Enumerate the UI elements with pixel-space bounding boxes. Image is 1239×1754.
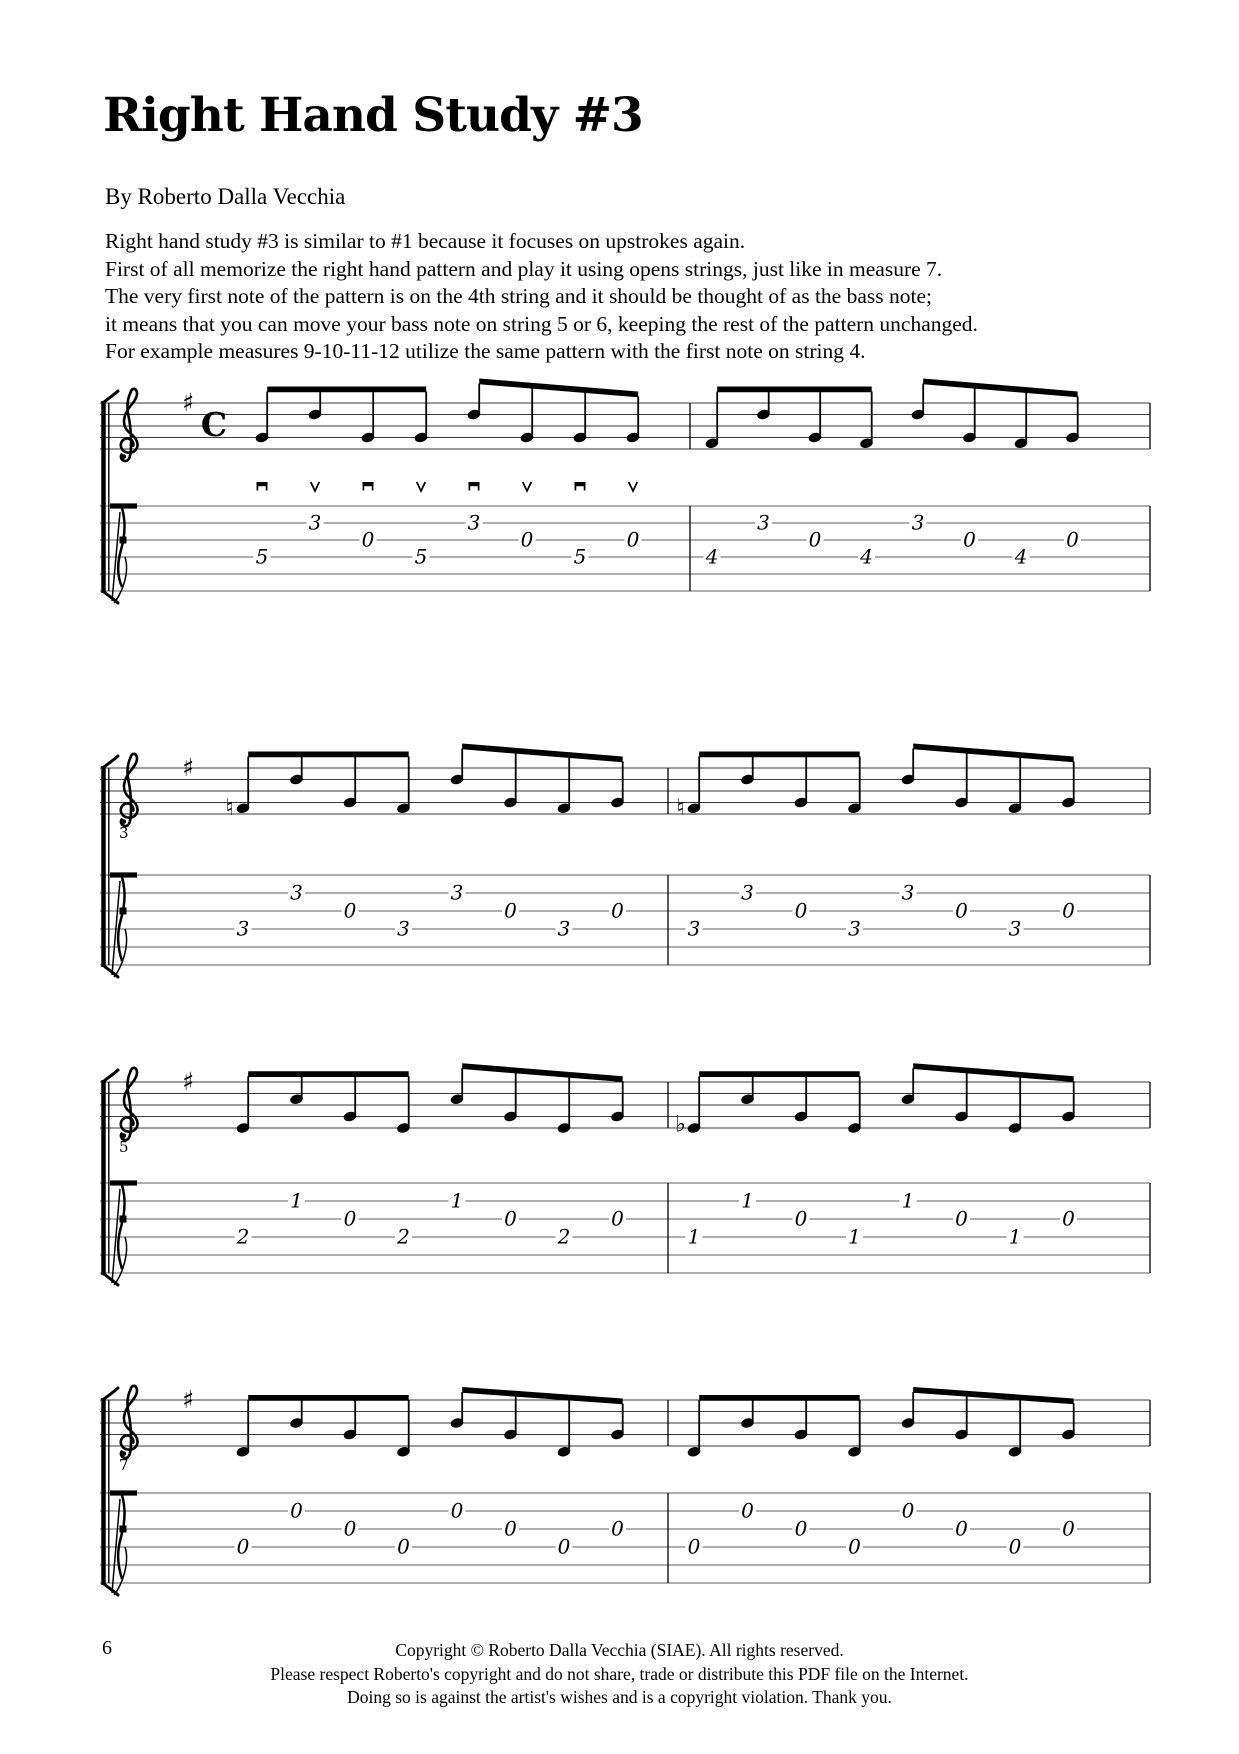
tab-fret-number: 0: [1062, 1516, 1075, 1541]
tab-fret-number: 0: [450, 1498, 464, 1523]
tab-fret-number: 0: [955, 1206, 968, 1231]
tab-fret-number: 0: [1008, 1534, 1022, 1559]
downstroke-icon: [575, 482, 586, 491]
eighth-note-beam: [913, 744, 1073, 763]
system-bracket-icon: [104, 1070, 119, 1285]
tab-fret-number: 2: [236, 1224, 250, 1249]
tab-fret-number: 1: [901, 1188, 915, 1213]
eighth-note-beam: [267, 387, 426, 393]
tab-fret-number: 1: [290, 1188, 303, 1213]
tab-fret-number: 0: [611, 1206, 624, 1231]
tab-fret-number: 3: [687, 916, 701, 941]
tab-fret-number: 0: [955, 898, 968, 923]
tab-fret-number: 0: [1062, 1206, 1075, 1231]
tab-fret-number: 0: [520, 527, 534, 552]
tab-fret-number: 0: [361, 527, 375, 552]
tab-fret-number: 0: [794, 1206, 808, 1231]
treble-clef-icon: [121, 1068, 138, 1140]
eighth-note-beam: [248, 752, 409, 758]
tab-fret-number: 0: [504, 1206, 517, 1231]
measure-number: 3: [119, 824, 129, 842]
eighth-note-beam: [913, 1063, 1073, 1082]
tab-fret-number: 0: [741, 1498, 754, 1523]
tab-fret-number: 3: [901, 880, 915, 905]
downstroke-icon: [257, 482, 268, 491]
upstroke-icon: [523, 482, 532, 491]
tab-fret-number: 1: [741, 1188, 754, 1213]
tab-clef-icon: [110, 1490, 137, 1595]
tab-fret-number: 0: [290, 1498, 303, 1523]
page-number: 6: [102, 1637, 112, 1659]
eighth-note-beam: [699, 1071, 860, 1077]
footer-line: Please respect Roberto's copyright and do not share, trade or distribute this PDF file on the Internet.: [270, 1663, 969, 1684]
key-signature-sharp: ♯: [181, 753, 195, 782]
byline: By Roberto Dalla Vecchia: [105, 184, 346, 209]
tab-fret-number: 0: [611, 1516, 624, 1541]
tab-fret-number: 0: [557, 1534, 571, 1559]
tab-fret-number: 0: [794, 898, 808, 923]
tab-fret-number: 0: [848, 1534, 861, 1559]
eighth-note-beam: [717, 387, 872, 393]
tab-fret-number: 3: [467, 510, 481, 535]
tab-fret-number: 0: [504, 1516, 517, 1541]
accidental-flat: ♭: [675, 1111, 686, 1138]
upstroke-icon: [311, 482, 320, 491]
footer-line: Doing so is against the artist's wishes and is a copyright violation. Thank you.: [347, 1687, 892, 1708]
treble-clef-icon: [121, 1386, 138, 1458]
tab-fret-number: 4: [705, 544, 719, 569]
tab-clef-icon: [110, 1180, 137, 1285]
tab-fret-number: 1: [450, 1188, 464, 1213]
music-system: [100, 1385, 1150, 1595]
tab-fret-number: 5: [255, 544, 269, 569]
tab-fret-number: 0: [808, 527, 822, 552]
accidental-natural: ♮: [225, 794, 234, 821]
eighth-note-beam: [462, 1387, 623, 1404]
tab-fret-number: 0: [343, 898, 357, 923]
tab-fret-number: 1: [1008, 1224, 1022, 1249]
intro-line: For example measures 9-10-11-12 utilize the same pattern with the first note on string 4.: [105, 339, 866, 364]
system-bracket-icon: [104, 756, 119, 977]
eighth-note-beam: [462, 1063, 623, 1082]
tab-fret-number: 1: [848, 1224, 861, 1249]
key-signature-sharp: ♯: [181, 1385, 195, 1414]
upstroke-icon: [629, 482, 638, 491]
tab-fret-number: 4: [860, 544, 873, 569]
music-system: [100, 1063, 1150, 1285]
key-signature-sharp: ♯: [181, 388, 195, 417]
tab-fret-number: 0: [626, 527, 640, 552]
tab-fret-number: 3: [1008, 916, 1022, 941]
tab-fret-number: 4: [1014, 544, 1028, 569]
tab-fret-number: 0: [397, 1534, 410, 1559]
measure-number: 7: [119, 1456, 129, 1474]
tab-fret-number: 3: [308, 510, 322, 535]
tab-clef-icon: [110, 872, 137, 977]
treble-clef-icon: [121, 754, 138, 826]
tab-fret-number: 3: [741, 880, 754, 905]
eighth-note-beam: [923, 379, 1077, 398]
intro-line: it means that you can move your bass note on string 5 or 6, keeping the rest of the pattern unchanged.: [105, 311, 978, 336]
key-signature-sharp: ♯: [181, 1067, 195, 1096]
tab-fret-number: 0: [236, 1534, 250, 1559]
eighth-note-beam: [699, 752, 860, 758]
time-signature-common: C: [200, 405, 228, 444]
eighth-note-beam: [248, 1071, 409, 1077]
eighth-note-beam: [248, 1395, 409, 1401]
footer-line: Copyright © Roberto Dalla Vecchia (SIAE). All rights reserved.: [395, 1640, 844, 1660]
tab-fret-number: 0: [687, 1534, 701, 1559]
eighth-note-beam: [462, 744, 623, 763]
page-title: Right Hand Study #3: [103, 88, 643, 143]
upstroke-icon: [417, 482, 426, 491]
music-system: [100, 379, 1150, 604]
tab-fret-number: 2: [557, 1224, 571, 1249]
system-bracket-icon: [104, 391, 119, 603]
tab-fret-number: 0: [611, 898, 624, 923]
tab-fret-number: 3: [911, 510, 925, 535]
tab-fret-number: 3: [290, 880, 303, 905]
intro-paragraph: [105, 228, 1135, 366]
tab-fret-number: 2: [397, 1224, 410, 1249]
tab-fret-number: 3: [848, 916, 861, 941]
measure-number: 5: [119, 1138, 129, 1156]
tab-fret-number: 0: [955, 1516, 968, 1541]
music-system: [100, 744, 1150, 978]
tab-fret-number: 3: [236, 916, 250, 941]
tab-fret-number: 3: [557, 916, 571, 941]
eighth-note-beam: [699, 1395, 860, 1401]
tab-clef-icon: [110, 503, 137, 603]
downstroke-icon: [469, 482, 480, 491]
tab-fret-number: 3: [397, 916, 410, 941]
intro-line: First of all memorize the right hand pattern and play it using opens strings, just like in measure 7.: [105, 256, 943, 281]
tab-fret-number: 0: [343, 1206, 357, 1231]
tab-fret-number: 0: [1062, 898, 1075, 923]
intro-line: Right hand study #3 is similar to #1 because it focuses on upstrokes again.: [105, 229, 746, 253]
tab-fret-number: 3: [757, 510, 770, 535]
tab-fret-number: 0: [963, 527, 976, 552]
tab-fret-number: 0: [343, 1516, 357, 1541]
eighth-note-beam: [913, 1387, 1073, 1404]
tab-fret-number: 5: [414, 544, 428, 569]
tab-fret-number: 5: [573, 544, 587, 569]
copyright-footer: [0, 1639, 1239, 1710]
eighth-note-beam: [479, 379, 638, 398]
intro-line: The very first note of the pattern is on the 4th string and it should be thought of as the bass note;: [105, 284, 932, 309]
tab-fret-number: 1: [687, 1224, 701, 1249]
tab-fret-number: 0: [794, 1516, 808, 1541]
accidental-natural: ♮: [676, 794, 685, 821]
tab-fret-number: 3: [450, 880, 464, 905]
tab-fret-number: 0: [1066, 527, 1079, 552]
treble-clef-icon: [121, 389, 138, 461]
tab-fret-number: 0: [504, 898, 517, 923]
tab-fret-number: 0: [901, 1498, 915, 1523]
downstroke-icon: [363, 482, 374, 491]
